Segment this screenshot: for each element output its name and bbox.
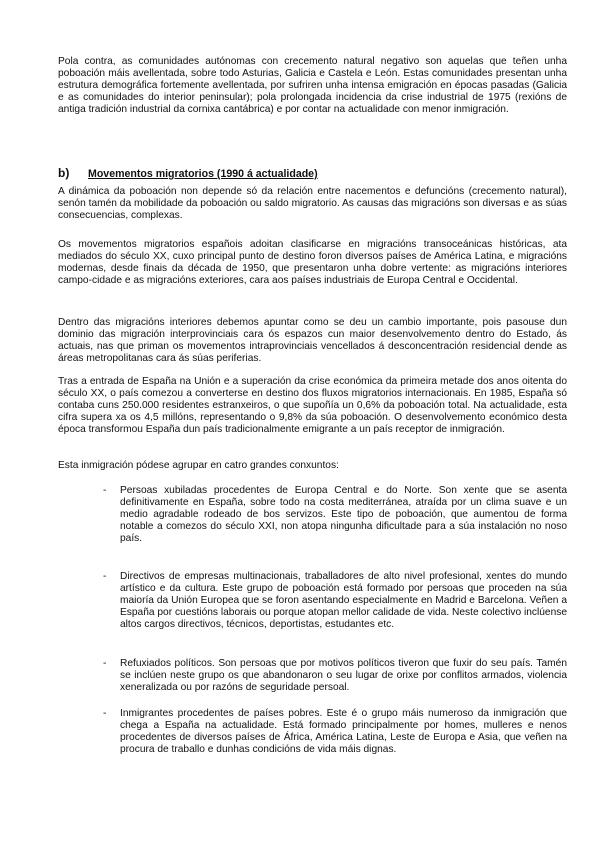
- list-item-text: Persoas xubiladas procedentes de Europa Central e do Norte. Son xente que se asenta definitivamente en España, sobre todo na costa mediterránea, atraída por un clima suave e un medio agradable rodeado de bos servizos. Este tipo de poboación, que aumentou de forma notable a comezos do século XXI, non atopa ningunha dificultade para a súa instalación no noso país.: [120, 485, 567, 544]
- paragraph-dynamics: A dinámica da poboación non depende só da relación entre nacementos e defuncións (crecemento natural), senón tamén da mobilidade da poboación ou saldo migratorio. As causas das migracións son diversas e as súas consecuencias, complexas.: [58, 186, 567, 221]
- paragraph-ageing-communities: Pola contra, as comunidades autónomas con crecemento natural negativo son aquelas que teñen unha poboación máis avellentada, sobre todo Asturias, Galicia e Castela e León. Estas comunidades presentan unha estrutura demográfica fortemente avellentada, por sufriren unha intensa emigración en épocas pasadas (Galicia e as comunidades do interior peninsular); pola prolongada incidencia da crise industrial de 1975 (rexións de antiga tradición industrial da cornixa cantábrica) e por contar na actualidade con menor inmigración.: [58, 56, 567, 115]
- list-item-text: Inmigrantes procedentes de países pobres. Este é o grupo máis numeroso da inmigración que chega a España na actualidade. Está formado principalmente por homes, mulleres e nenos procedentes de diversos países de África, América Latina, Leste de Europa e Asia, que veñen na procura de traballo e dunhas condicións de vida máis dignas.: [120, 708, 567, 755]
- paragraph-immigration-history: Tras a entrada de España na Unión e a superación da crise económica da primeira metade dos anos oitenta do século XX, o país comezou a converterse en destino dos fluxos migratorios internacionais. En 1985, España só contaba cuns 250.000 residentes estranxeiros, o que supoñía un 0,6% da poboación total. Na actualidade, esta cifra supera xa os 4,5 millóns, representando o 9,8% da súa poboación. O desenvolvemento económico desta época transformou España dun país tradicionalmente emigrante a un país receptor de inmigración.: [58, 376, 567, 435]
- list-item: [103, 485, 567, 545]
- paragraph-classification: Os movementos migratorios españois adoitan clasificarse en migracións transoceánicas históricas, ata mediados do século XX, cuxo principal punto de destino foron diversos países de América Latina, e migracións modernas, desde finais da década de 1950, que presentaron unha dobre vertente: as migracións interiores campo-cidade e as migracións exteriores, cara aos países industriais de Europa Central e Occidental.: [58, 239, 567, 286]
- bullet-dash: -: [103, 658, 107, 669]
- bullet-dash: -: [103, 485, 107, 496]
- section-title: Movementos migratorios (1990 á actualidade): [88, 168, 318, 180]
- list-item: [103, 658, 567, 694]
- list-item-text: Refuxiados políticos. Son persoas que por motivos políticos tiveron que fuxir do seu país. Tamén se inclúen neste grupo os que abandonaron o seu lugar de orixe por conflitos armados, violencia xeneralizada ou por razóns de seguridade persoal.: [120, 658, 567, 693]
- bullet-dash: -: [103, 708, 107, 719]
- list-item-text: Directivos de empresas multinacionais, traballadores de alto nivel profesional, xentes do mundo artístico e da cultura. Este grupo de poboación está formado por persoas que proceden na súa maioría da Unión Europea que se foron asentando especialmente en Madrid e Barcelona. Veñen a España por cuestións laborais ou porque atopan mellor calidade de vida. Neste colectivo inclúense altos cargos directivos, técnicos, deportistas, estudantes etc.: [120, 571, 567, 630]
- paragraph-interior-migrations: Dentro das migracións interiores debemos apuntar como se deu un cambio importante, pois pasouse dun dominio das migración interprovinciais cara ós espazos cun maior desenvolvemento dentro do Estado, ás actuais, nas que priman os movementos intraprovinciais vencellados á desconcentración residencial dende as áreas metropolitanas cara ás súas periferias.: [58, 317, 567, 364]
- section-label: b): [58, 166, 70, 180]
- section-heading: [58, 166, 318, 180]
- paragraph-groups-intro: Esta inmigración pódese agrupar en catro grandes conxuntos:: [58, 460, 339, 471]
- list-item: [103, 571, 567, 631]
- list-item: [103, 708, 567, 756]
- bullet-dash: -: [103, 571, 107, 582]
